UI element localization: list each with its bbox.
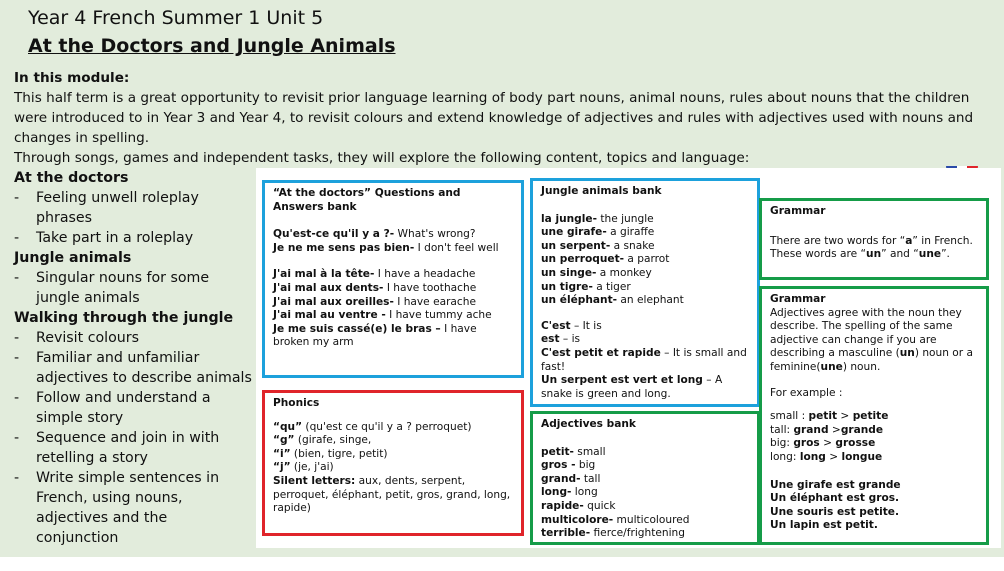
example-label: For example :	[770, 386, 843, 399]
vocab-line: C'est – It is	[541, 319, 602, 332]
phonics-line: “j” (je, j'ai)	[273, 461, 334, 474]
list-item: - Sequence and join in with retelling a story	[14, 428, 254, 468]
vocab-line: est – is	[541, 333, 581, 346]
intro-section	[14, 68, 989, 168]
box-title: Phonics	[273, 397, 320, 409]
vocab-line: multicolore- multicoloured	[541, 513, 690, 526]
box-title: Grammar	[770, 205, 826, 217]
phrase-line: J'ai mal au ventre - I have tummy ache	[273, 309, 492, 322]
example-pair: small : petit > petite	[770, 410, 889, 423]
grammar-box-adjectives	[759, 286, 989, 545]
phonics-box	[262, 390, 524, 536]
intro-paragraph: This half term is a great opportunity to revisit prior language learning of body part nouns, animal nouns, rules about nouns that the children were introduced to in Year 3 and Year 4, to revisit colours and extend knowledge of adjectives and rules with adjectives used with nouns and changes in spelling.	[14, 90, 974, 146]
example-pair: long: long > longue	[770, 450, 883, 463]
list-item: - Revisit colours	[14, 328, 254, 348]
list-item: - Familiar and unfamiliar adjectives to describe animals	[14, 348, 254, 388]
phrase-line: Je ne me sens pas bien- I don't feel well	[273, 241, 499, 254]
example-pair: big: gros > grosse	[770, 437, 876, 450]
vocab-line: une girafe- a giraffe	[541, 226, 655, 239]
phonics-line: “i” (bien, tigre, petit)	[273, 447, 388, 460]
example-sentence: Un lapin est petit.	[770, 519, 878, 532]
example-sentence: Un éléphant est gros.	[770, 492, 900, 505]
jungle-animals-box	[530, 178, 760, 407]
phonics-line: “g” (girafe, singe,	[273, 434, 372, 447]
vocab-line: C'est petit et rapide – It is small and fast!	[541, 346, 747, 373]
section-heading: At the doctors	[14, 170, 129, 186]
grammar-box-articles	[759, 198, 989, 280]
section-heading: Jungle animals	[14, 250, 132, 266]
page-title: Year 4 French Summer 1 Unit 5	[28, 7, 324, 29]
phrase-line: J'ai mal aux oreilles- I have earache	[273, 295, 476, 308]
vocab-line: un serpent- a snake	[541, 239, 655, 252]
box-title: “At the doctors” Questions and Answers bank	[273, 187, 461, 213]
vocab-line: un singe- a monkey	[541, 266, 652, 279]
vocab-line: gros - big	[541, 459, 596, 472]
vocab-line: grand- tall	[541, 472, 601, 485]
vocab-line: petit- small	[541, 445, 606, 458]
list-item: - Take part in a roleplay	[14, 228, 254, 248]
list-item: - Feeling unwell roleplay phrases	[14, 188, 254, 228]
box-title: Adjectives bank	[541, 418, 636, 430]
phrase-line: Qu'est-ce qu'il y a ?- What's wrong?	[273, 228, 476, 241]
phrase-line: J'ai mal à la tête- I have a headache	[273, 268, 476, 281]
phrase-line: Je me suis cassé(e) le bras – I have broken my arm	[273, 322, 477, 349]
vocab-line: la jungle- the jungle	[541, 212, 654, 225]
list-item: - Write simple sentences in French, using nouns, adjectives and the conjunction	[14, 468, 254, 548]
content-list	[14, 168, 254, 548]
grammar-text: Adjectives agree with the noun they describe. The spelling of the same adjective can change if you are describing a masculine (un) noun or a feminine(une) noun.	[770, 306, 974, 373]
grammar-text: There are two words for “a” in French. These words are “un” and “une”.	[770, 234, 973, 261]
phrase-line: J'ai mal aux dents- I have toothache	[273, 281, 477, 294]
page-subtitle: At the Doctors and Jungle Animals	[28, 35, 396, 57]
vocab-line: long- long	[541, 486, 598, 499]
vocab-line: un éléphant- an elephant	[541, 294, 684, 307]
list-item: - Follow and understand a simple story	[14, 388, 254, 428]
example-sentence: Une girafe est grande	[770, 478, 901, 491]
vocab-line: Un serpent est vert et long – A snake is green and long.	[541, 374, 723, 400]
section-heading: Walking through the jungle	[14, 310, 234, 326]
box-title: Grammar	[770, 293, 826, 305]
doctors-phrase-box	[262, 180, 524, 378]
content-panel	[256, 168, 1001, 548]
vocab-line: un perroquet- a parrot	[541, 253, 670, 266]
vocab-line: terrible- fierce/frightening	[541, 527, 685, 540]
vocab-line: un tigre- a tiger	[541, 280, 631, 293]
phonics-line: “qu” (qu'est ce qu'il y a ? perroquet)	[273, 420, 472, 433]
intro-paragraph-2: Through songs, games and independent tasks, they will explore the following content, topics and language:	[14, 150, 750, 166]
example-sentence: Une souris est petite.	[770, 505, 899, 518]
example-pair: tall: grand >grande	[770, 423, 884, 436]
phonics-line: Silent letters: aux, dents, serpent, perroquet, éléphant, petit, gros, grand, long, rapide)	[273, 474, 511, 515]
adjectives-box	[530, 411, 760, 545]
list-item: - Singular nouns for some jungle animals	[14, 268, 254, 308]
vocab-line: rapide- quick	[541, 499, 616, 512]
box-title: Jungle animals bank	[541, 185, 662, 197]
intro-heading: In this module:	[14, 70, 130, 86]
